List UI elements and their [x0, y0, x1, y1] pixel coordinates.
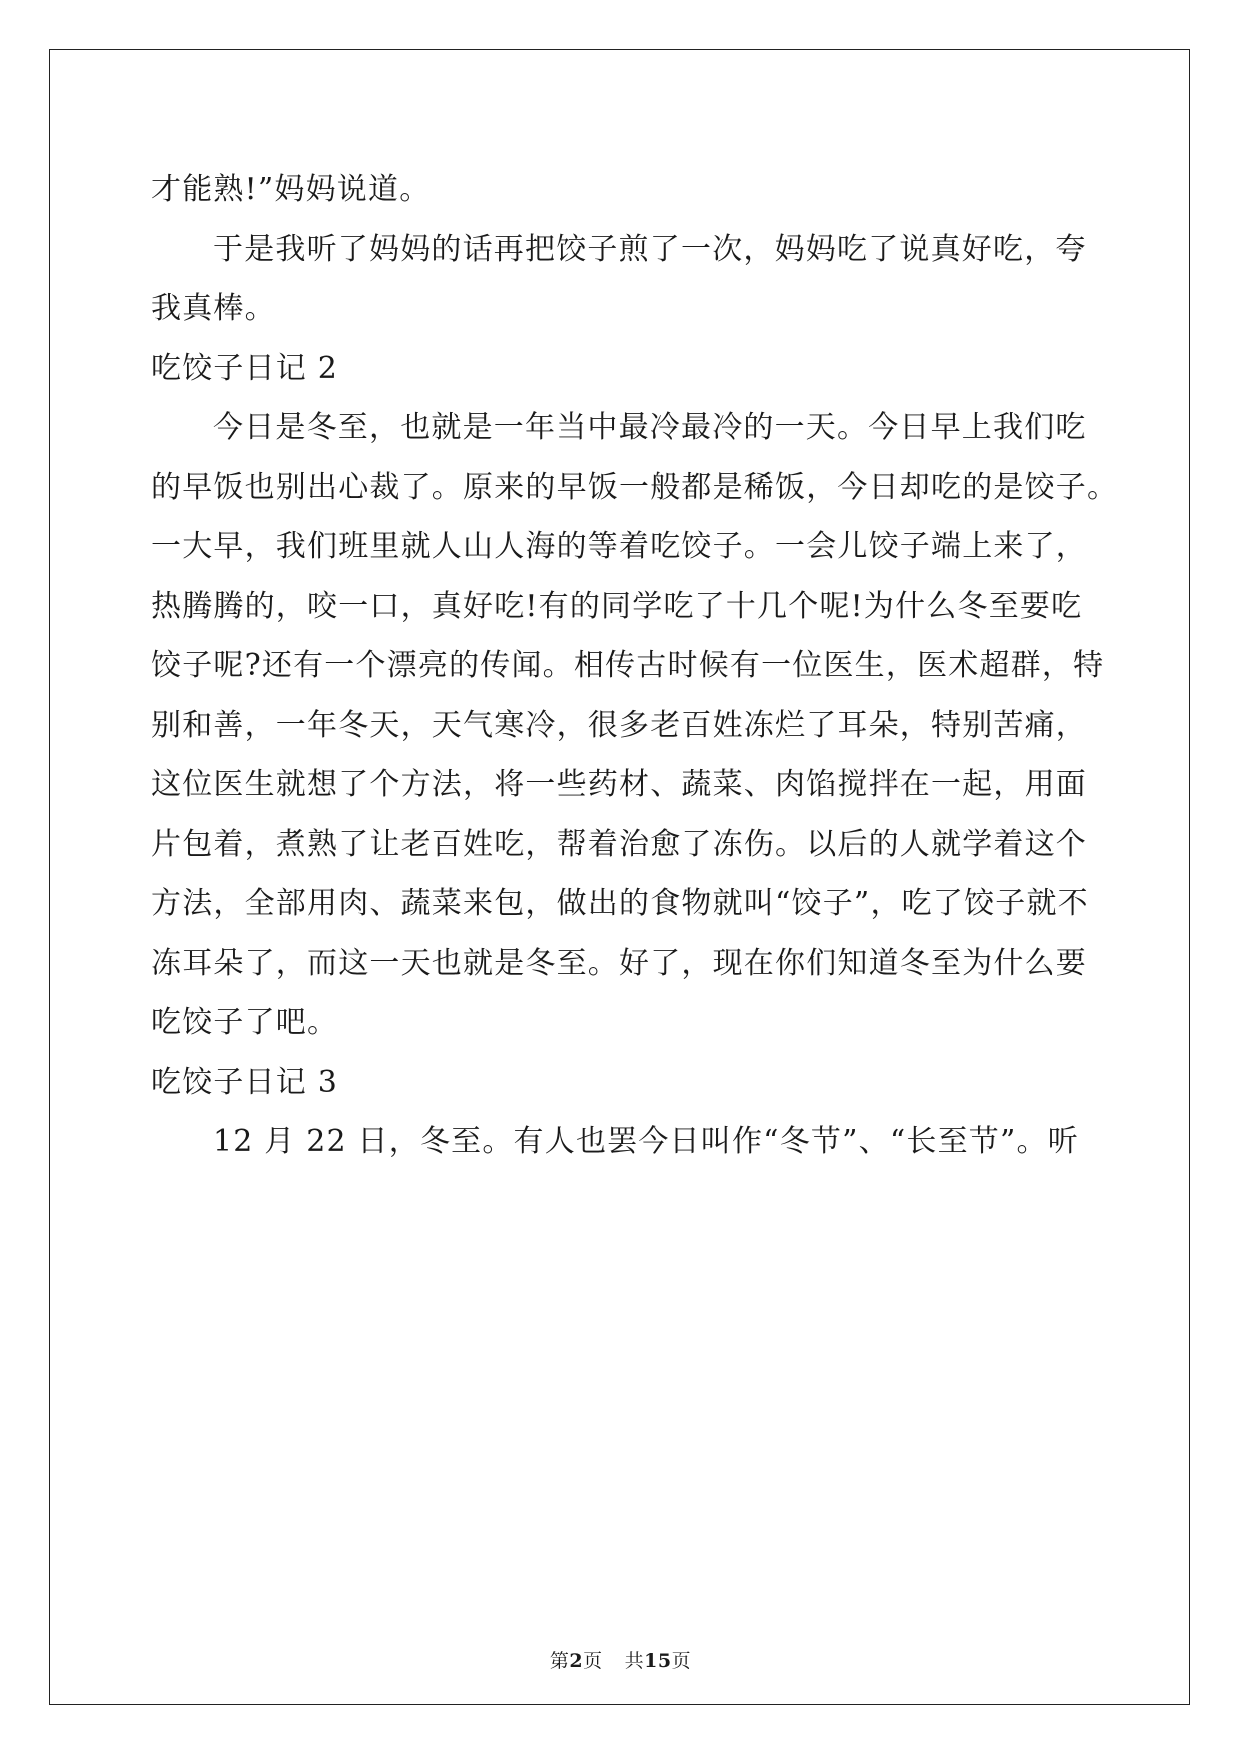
paragraph-line: 别和善，一年冬天，天气寒冷，很多老百姓冻烂了耳朵，特别苦痛，: [151, 707, 1087, 743]
section-heading: 吃饺子日记 2: [151, 350, 339, 386]
document-body: [151, 160, 1119, 1172]
paragraph-line: 我真棒。: [151, 291, 276, 326]
paragraph-line: 才能熟!”妈妈说道。: [151, 172, 431, 207]
paragraph-line: 热腾腾的，咬一口，真好吃!有的同学吃了十几个呢!为什么冬至要吃: [151, 588, 1083, 624]
paragraph-line: 的早饭也别出心裁了。原来的早饭一般都是稀饭，今日却吃的是饺子。: [151, 469, 1119, 505]
page-number: 2: [569, 1650, 584, 1672]
paragraph-line: 于是我听了妈妈的话再把饺子煎了一次，妈妈吃了说真好吃，夸: [213, 231, 1087, 267]
page-suffix: 页: [583, 1650, 603, 1672]
paragraph-line: 方法，全部用肉、蔬菜来包，做出的食物就叫“饺子”，吃了饺子就不: [151, 886, 1089, 921]
paragraph-line: 饺子呢?还有一个漂亮的传闻。相传古时候有一位医生，医术超群，特: [151, 648, 1105, 683]
total-suffix: 页: [671, 1650, 692, 1672]
paragraph-line: 12 月 22 日，冬至。有人也罢今日叫作“冬节”、“长至节”。听: [213, 1124, 1079, 1159]
paragraph-line: 吃饺子了吧。: [151, 1005, 339, 1040]
total-pages: 15: [644, 1650, 672, 1672]
paragraph-line: 这位医生就想了个方法，将一些药材、蔬菜、肉馅搅拌在一起，用面: [151, 767, 1087, 802]
paragraph-line: 冻耳朵了，而这一天也就是冬至。好了，现在你们知道冬至为什么要: [151, 945, 1087, 981]
paragraph-line: 今日是冬至，也就是一年当中最冷最冷的一天。今日早上我们吃: [213, 410, 1087, 445]
paragraph-line: 片包着，煮熟了让老百姓吃，帮着治愈了冻伤。以后的人就学着这个: [151, 826, 1087, 862]
paragraph-line: 一大早，我们班里就人山人海的等着吃饺子。一会儿饺子端上来了，: [151, 529, 1087, 564]
section-heading: 吃饺子日记 3: [151, 1064, 339, 1100]
page-prefix: 第: [549, 1650, 570, 1672]
page-footer: [0, 1646, 1241, 1673]
total-prefix: 共: [624, 1650, 645, 1672]
